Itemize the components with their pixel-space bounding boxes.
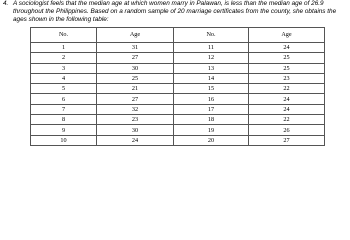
table-row bbox=[31, 94, 325, 104]
cell-age-left: 32 bbox=[97, 104, 174, 114]
problem-text: A sociologist feels that the median age at which women marry in Palawan, is less than the median age of 26.9 throughout the Philippines. Based on a random sample of 20 marriage certificates from the county, she obtains the ages shown in the following table: bbox=[13, 0, 337, 23]
header-no-left: No. bbox=[31, 28, 97, 43]
cell-no-left: 7 bbox=[31, 104, 97, 114]
cell-no-right: 13 bbox=[174, 63, 249, 73]
cell-age-right: 25 bbox=[249, 53, 325, 63]
header-age-left: Age bbox=[97, 28, 174, 43]
cell-no-left: 6 bbox=[31, 94, 97, 104]
cell-no-right: 19 bbox=[174, 125, 249, 135]
cell-no-right: 15 bbox=[174, 84, 249, 94]
cell-no-left: 10 bbox=[31, 135, 97, 145]
ages-table-body bbox=[31, 43, 325, 146]
cell-no-left: 8 bbox=[31, 115, 97, 125]
table-row bbox=[31, 115, 325, 125]
cell-no-right: 12 bbox=[174, 53, 249, 63]
cell-age-left: 24 bbox=[97, 135, 174, 145]
cell-no-left: 4 bbox=[31, 73, 97, 83]
cell-age-left: 27 bbox=[97, 53, 174, 63]
cell-age-right: 23 bbox=[249, 73, 325, 83]
cell-age-right: 25 bbox=[249, 63, 325, 73]
cell-age-left: 30 bbox=[97, 63, 174, 73]
cell-age-right: 24 bbox=[249, 104, 325, 114]
table-row bbox=[31, 63, 325, 73]
cell-no-right: 11 bbox=[174, 43, 249, 53]
cell-no-left: 2 bbox=[31, 53, 97, 63]
cell-age-left: 21 bbox=[97, 84, 174, 94]
cell-no-right: 14 bbox=[174, 73, 249, 83]
table-row bbox=[31, 43, 325, 53]
cell-no-right: 16 bbox=[174, 94, 249, 104]
cell-age-left: 25 bbox=[97, 73, 174, 83]
table-row bbox=[31, 125, 325, 135]
cell-age-right: 22 bbox=[249, 84, 325, 94]
table-header-row bbox=[31, 28, 325, 43]
cell-age-left: 31 bbox=[97, 43, 174, 53]
cell-no-right: 20 bbox=[174, 135, 249, 145]
table-row bbox=[31, 135, 325, 145]
table-row bbox=[31, 84, 325, 94]
cell-no-left: 3 bbox=[31, 63, 97, 73]
problem-statement bbox=[3, 0, 347, 24]
cell-age-right: 24 bbox=[249, 94, 325, 104]
cell-age-right: 27 bbox=[249, 135, 325, 145]
cell-age-right: 26 bbox=[249, 125, 325, 135]
cell-age-right: 22 bbox=[249, 115, 325, 125]
cell-age-right: 24 bbox=[249, 43, 325, 53]
cell-no-right: 18 bbox=[174, 115, 249, 125]
table-row bbox=[31, 73, 325, 83]
cell-no-left: 5 bbox=[31, 84, 97, 94]
cell-no-left: 9 bbox=[31, 125, 97, 135]
cell-age-left: 30 bbox=[97, 125, 174, 135]
cell-age-left: 23 bbox=[97, 115, 174, 125]
table-row bbox=[31, 104, 325, 114]
header-age-right: Age bbox=[249, 28, 325, 43]
cell-no-right: 17 bbox=[174, 104, 249, 114]
table-row bbox=[31, 53, 325, 63]
ages-table bbox=[30, 27, 325, 146]
header-no-right: No. bbox=[174, 28, 249, 43]
problem-number: 4. bbox=[3, 0, 9, 7]
cell-no-left: 1 bbox=[31, 43, 97, 53]
cell-age-left: 27 bbox=[97, 94, 174, 104]
